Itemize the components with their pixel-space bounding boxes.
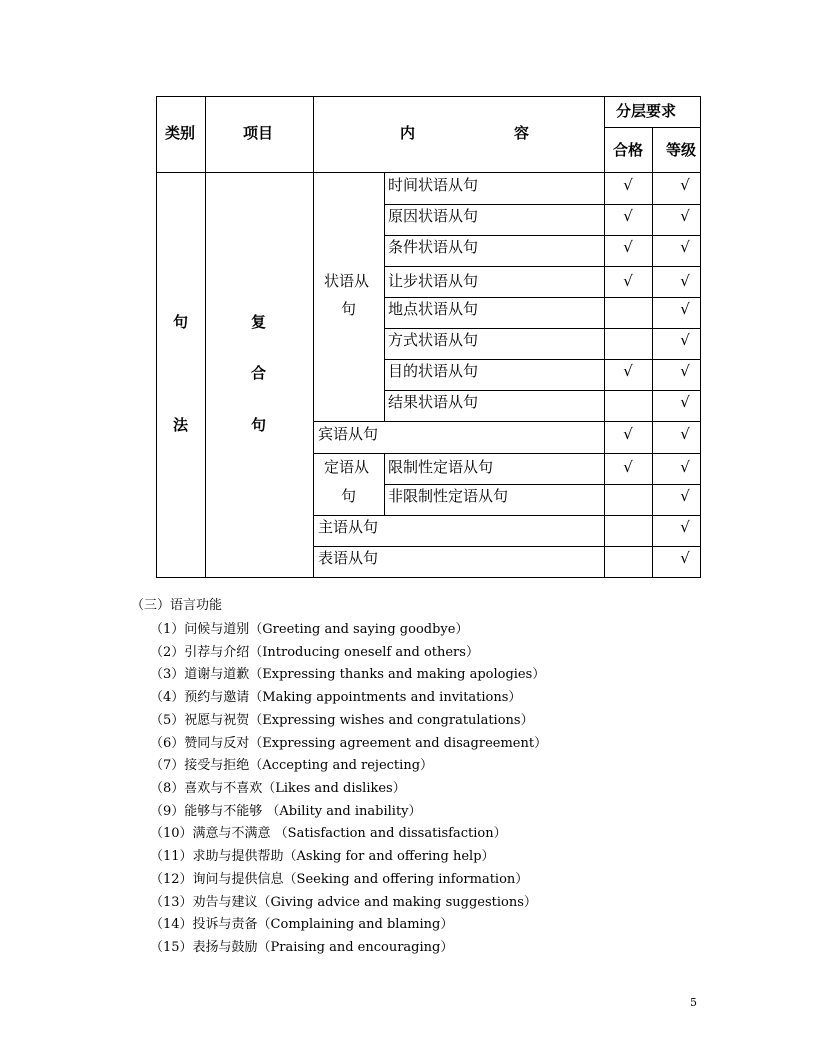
- row-grade-check: √: [680, 207, 690, 225]
- row-pass-check: √: [623, 458, 633, 476]
- row-grade-check: √: [680, 238, 690, 256]
- row-grade-check: √: [680, 458, 690, 476]
- row-content: 主语从句: [318, 518, 379, 536]
- header-pass: 合格: [613, 141, 644, 159]
- row-content: 条件状语从句: [388, 238, 479, 256]
- adverbial-group-label: 状语从: [324, 272, 370, 290]
- function-item: （15）表扬与鼓励（Praising and encouraging）: [150, 940, 454, 955]
- row-grade-check: √: [680, 300, 690, 318]
- header-levels: 分层要求: [616, 102, 677, 120]
- row-grade-check: √: [680, 518, 690, 536]
- category-char: 法: [173, 416, 189, 434]
- function-item: （9）能够与不能够 （Ability and inability）: [150, 804, 422, 819]
- row-pass-check: √: [623, 207, 633, 225]
- row-grade-check: √: [680, 487, 690, 505]
- row-pass-check: √: [623, 425, 633, 443]
- row-content: 方式状语从句: [388, 331, 479, 349]
- function-item: （11）求助与提供帮助（Asking for and offering help）: [150, 849, 495, 864]
- row-grade-check: √: [680, 549, 690, 567]
- section-title: （三）语言功能: [131, 598, 223, 613]
- row-content: 地点状语从句: [388, 300, 479, 318]
- function-item: （1）问候与道别（Greeting and saying goodbye）: [150, 622, 469, 637]
- row-pass-check: √: [623, 176, 633, 194]
- page-number: 5: [690, 996, 697, 1009]
- header-content-left: 内: [400, 124, 416, 142]
- function-item: （8）喜欢与不喜欢（Likes and dislikes）: [150, 781, 406, 796]
- function-item: （6）赞同与反对（Expressing agreement and disagreement）: [150, 736, 548, 751]
- row-grade-check: √: [680, 176, 690, 194]
- row-grade-check: √: [680, 393, 690, 411]
- function-item: （4）预约与邀请（Making appointments and invitations）: [150, 690, 522, 705]
- row-content: 原因状语从句: [388, 207, 479, 225]
- function-item: （14）投诉与责备（Complaining and blaming）: [150, 917, 454, 932]
- row-pass-check: √: [623, 272, 633, 290]
- row-content: 结果状语从句: [388, 393, 479, 411]
- function-item: （5）祝愿与祝贺（Expressing wishes and congratulations）: [150, 713, 534, 728]
- row-pass-check: √: [623, 362, 633, 380]
- row-content: 目的状语从句: [388, 362, 479, 380]
- adverbial-group-label: 句: [341, 300, 357, 318]
- header-item: 项目: [243, 124, 274, 142]
- row-content: 时间状语从句: [388, 176, 479, 194]
- item-char: 合: [251, 364, 267, 382]
- row-content: 让步状语从句: [388, 272, 479, 290]
- attributive-group-label: 定语从: [324, 458, 370, 476]
- header-category: 类别: [165, 124, 196, 142]
- item-char: 句: [251, 416, 267, 434]
- category-char: 句: [173, 313, 189, 331]
- row-content: 非限制性定语从句: [388, 487, 509, 505]
- item-char: 复: [251, 313, 267, 331]
- function-item: （10）满意与不满意 （Satisfaction and dissatisfaction）: [150, 826, 507, 841]
- row-grade-check: √: [680, 425, 690, 443]
- row-grade-check: √: [680, 272, 690, 290]
- header-grade: 等级: [666, 141, 697, 159]
- function-item: （7）接受与拒绝（Accepting and rejecting）: [150, 758, 434, 773]
- function-item: （3）道谢与道歉（Expressing thanks and making apologies）: [150, 667, 546, 682]
- attributive-group-label: 句: [341, 487, 357, 505]
- row-grade-check: √: [680, 362, 690, 380]
- row-grade-check: √: [680, 331, 690, 349]
- function-item: （12）询问与提供信息（Seeking and offering information）: [150, 872, 529, 887]
- row-content: 限制性定语从句: [388, 458, 494, 476]
- header-content-right: 容: [514, 124, 530, 142]
- function-item: （13）劝告与建议（Giving advice and making suggestions）: [150, 895, 537, 910]
- row-content: 表语从句: [318, 549, 379, 567]
- row-content: 宾语从句: [318, 425, 379, 443]
- function-item: （2）引荐与介绍（Introducing oneself and others）: [150, 645, 479, 660]
- row-pass-check: √: [623, 238, 633, 256]
